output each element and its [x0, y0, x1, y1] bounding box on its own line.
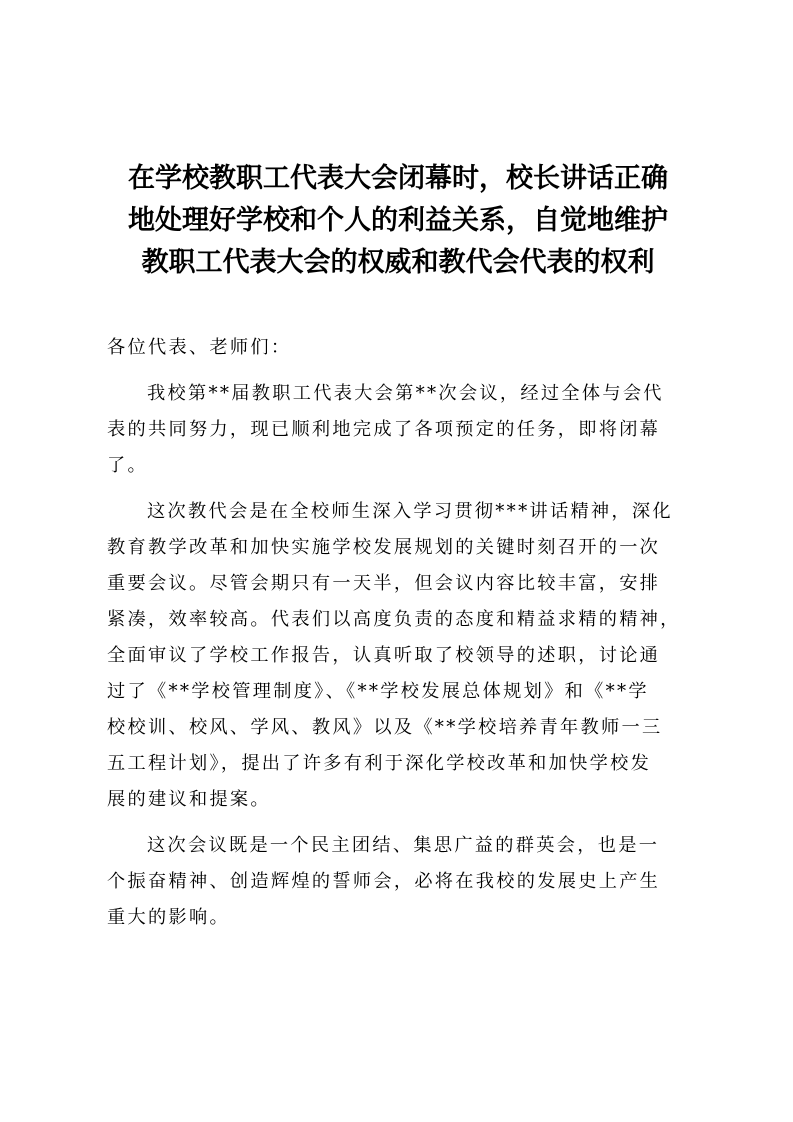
paragraph-line: 五工程计划》，提出了许多有利于深化学校改革和加快学校发: [107, 753, 652, 774]
paragraph-significance: [107, 828, 687, 936]
paragraph-line: 全面审议了学校工作报告，认真听取了校领导的述职，讨论通: [107, 645, 661, 666]
paragraph-line: 过了《**学校管理制度》、《**学校发展总体规划》和《**学: [107, 681, 649, 702]
paragraph-line: 紧凑，效率较高。代表们以高度负责的态度和精益求精的精神，: [107, 609, 681, 630]
paragraph-line: 校校训、校风、学风、教风》以及《**学校培养青年教师一三: [107, 717, 663, 738]
paragraph-line: 展的建议和提案。: [107, 789, 271, 810]
document-body: [107, 330, 687, 946]
paragraph-line: 这次教代会是在全校师生深入学习贯彻***讲话精神，深化: [147, 501, 673, 522]
title-line: 地处理好学校和个人的利益关系，自觉地维护: [128, 205, 668, 236]
greeting: 各位代表、老师们：: [107, 337, 292, 358]
paragraph-line: 重大的影响。: [107, 907, 230, 928]
paragraph-line: 了。: [107, 455, 148, 476]
paragraph-line: 我校第**届教职工代表大会第**次会议，经过全体与会代: [147, 383, 664, 404]
paragraph-line: 这次会议既是一个民主团结、集思广益的群英会，也是一: [147, 835, 660, 856]
paragraph-line: 重要会议。尽管会期只有一天半，但会议内容比较丰富，安排: [107, 573, 661, 594]
paragraph-summary: [107, 494, 687, 818]
paragraph-line: 教育教学改革和加快实施学校发展规划的关键时刻召开的一次: [107, 537, 661, 558]
title-line: 在学校教职工代表大会闭幕时，校长讲话正确: [128, 163, 668, 194]
title-line: 教职工代表大会的权威和教代会代表的权利: [141, 247, 655, 278]
document-title: [100, 158, 696, 284]
paragraph-opening: [107, 376, 687, 484]
paragraph-line: 个振奋精神、创造辉煌的誓师会，必将在我校的发展史上产生: [107, 871, 661, 892]
paragraph-line: 表的共同努力，现已顺利地完成了各项预定的任务，即将闭幕: [107, 419, 661, 440]
